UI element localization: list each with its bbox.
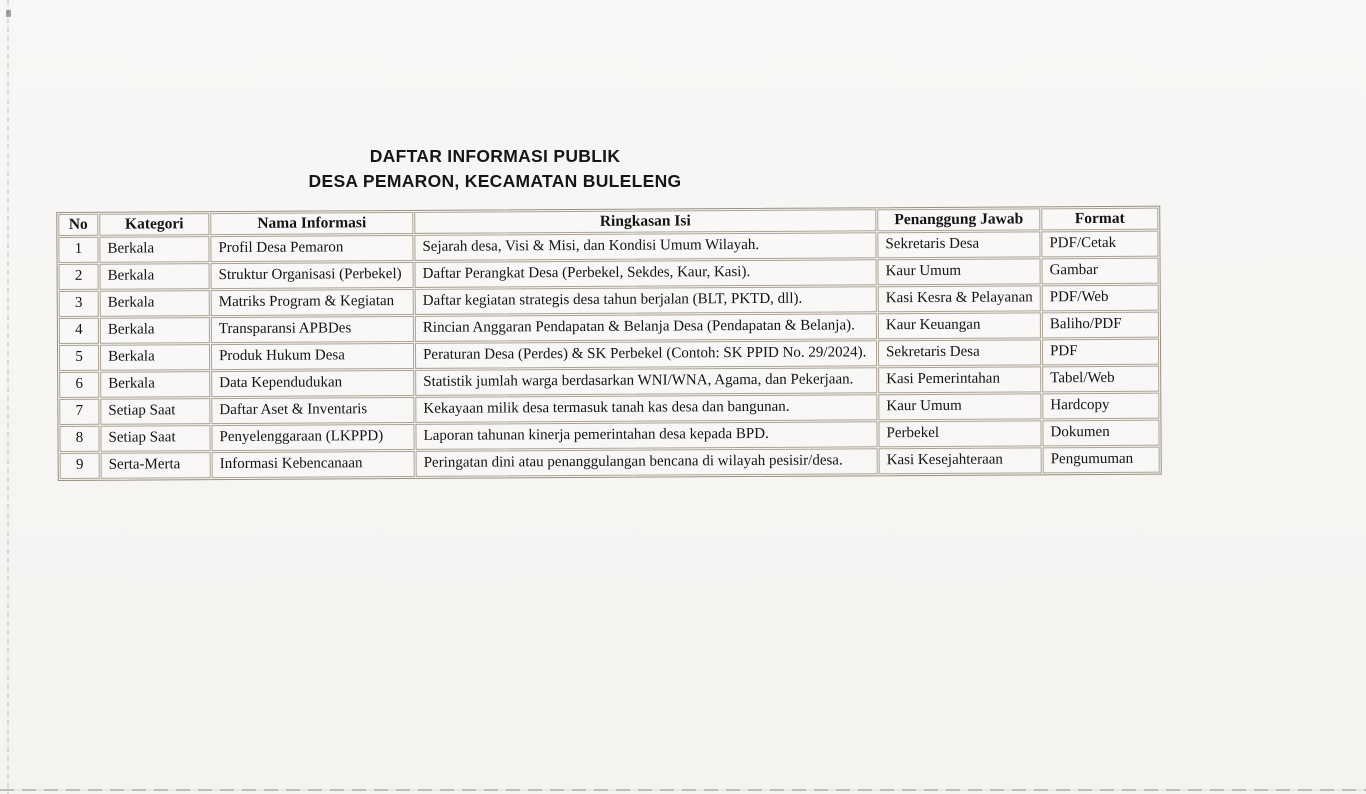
cell-nama-informasi: Profil Desa Pemaron xyxy=(210,235,413,262)
column-header-penanggung-jawab: Penanggung Jawab xyxy=(877,208,1040,231)
cell-format: Hardcopy xyxy=(1042,393,1159,420)
cell-kategori: Berkala xyxy=(100,263,210,290)
column-header-format: Format xyxy=(1041,208,1158,231)
column-header-kategori: Kategori xyxy=(99,213,209,236)
cell-no: 5 xyxy=(59,345,99,371)
cell-penanggung-jawab: Kaur Keuangan xyxy=(878,312,1041,339)
cell-format: Pengumuman xyxy=(1043,447,1160,474)
cell-penanggung-jawab: Kasi Kesra & Pelayanan xyxy=(878,285,1041,312)
cell-format: Dokumen xyxy=(1042,420,1159,447)
public-information-table xyxy=(56,206,1162,481)
cell-penanggung-jawab: Kaur Umum xyxy=(878,258,1041,285)
cell-ringkasan-isi: Daftar kegiatan strategis desa tahun berjalan (BLT, PKTD, dll). xyxy=(415,286,877,315)
cell-nama-informasi: Struktur Organisasi (Perbekel) xyxy=(211,262,414,289)
cell-no: 1 xyxy=(58,237,98,263)
cell-kategori: Berkala xyxy=(100,371,210,398)
cell-ringkasan-isi: Sejarah desa, Visi & Misi, dan Kondisi Umum Wilayah. xyxy=(414,232,876,261)
public-information-table-wrapper xyxy=(56,206,1155,481)
cell-penanggung-jawab: Kaur Umum xyxy=(878,393,1041,420)
cell-kategori: Serta-Merta xyxy=(101,452,211,479)
cell-penanggung-jawab: Kasi Pemerintahan xyxy=(878,366,1041,393)
cell-kategori: Berkala xyxy=(100,344,210,371)
cell-nama-informasi: Produk Hukum Desa xyxy=(211,343,414,370)
scan-bottom-edge-artifact xyxy=(0,789,1366,791)
cell-kategori: Setiap Saat xyxy=(100,425,210,452)
document-title-line1: DAFTAR INFORMASI PUBLIK xyxy=(369,146,621,166)
cell-nama-informasi: Informasi Kebencanaan xyxy=(212,451,415,478)
scan-left-edge-artifact xyxy=(7,0,9,794)
cell-format: Baliho/PDF xyxy=(1042,312,1159,339)
cell-ringkasan-isi: Kekayaan milik desa termasuk tanah kas desa dan bangunan. xyxy=(415,394,877,423)
cell-format: Gambar xyxy=(1042,258,1159,285)
cell-nama-informasi: Daftar Aset & Inventaris xyxy=(211,397,414,424)
cell-ringkasan-isi: Rincian Anggaran Pendapatan & Belanja Desa (Pendapatan & Belanja). xyxy=(415,313,877,342)
cell-nama-informasi: Matriks Program & Kegiatan xyxy=(211,289,414,316)
cell-nama-informasi: Penyelenggaraan (LKPPD) xyxy=(211,424,414,451)
cell-no: 4 xyxy=(59,318,99,344)
cell-kategori: Berkala xyxy=(100,290,210,317)
cell-penanggung-jawab: Perbekel xyxy=(878,420,1041,447)
cell-no: 8 xyxy=(59,426,99,452)
cell-penanggung-jawab: Kasi Kesejahteraan xyxy=(879,447,1042,474)
column-header-nama-informasi: Nama Informasi xyxy=(210,212,413,235)
cell-no: 3 xyxy=(59,291,99,317)
document-title xyxy=(185,144,805,194)
cell-nama-informasi: Transparansi APBDes xyxy=(211,316,414,343)
table-row xyxy=(60,447,1160,479)
document-title-line2: DESA PEMARON, KECAMATAN BULELENG xyxy=(308,171,682,191)
cell-kategori: Berkala xyxy=(99,236,209,263)
cell-nama-informasi: Data Kependudukan xyxy=(211,370,414,397)
cell-penanggung-jawab: Sekretaris Desa xyxy=(877,231,1040,258)
cell-penanggung-jawab: Sekretaris Desa xyxy=(878,339,1041,366)
column-header-no: No xyxy=(58,214,98,236)
table-body xyxy=(58,231,1159,479)
cell-ringkasan-isi: Laporan tahunan kinerja pemerintahan desa kepada BPD. xyxy=(415,421,877,450)
cell-no: 6 xyxy=(59,372,99,398)
cell-kategori: Berkala xyxy=(100,317,210,344)
cell-no: 9 xyxy=(60,453,100,479)
cell-ringkasan-isi: Daftar Perangkat Desa (Perbekel, Sekdes, Kaur, Kasi). xyxy=(415,259,877,288)
cell-ringkasan-isi: Peraturan Desa (Perdes) & SK Perbekel (Contoh: SK PPID No. 29/2024). xyxy=(415,340,877,369)
cell-format: PDF xyxy=(1042,339,1159,366)
cell-no: 2 xyxy=(59,264,99,290)
cell-format: PDF/Cetak xyxy=(1041,231,1158,258)
cell-ringkasan-isi: Peringatan dini atau penanggulangan bencana di wilayah pesisir/desa. xyxy=(416,448,878,477)
cell-no: 7 xyxy=(59,399,99,425)
cell-format: PDF/Web xyxy=(1042,285,1159,312)
cell-kategori: Setiap Saat xyxy=(100,398,210,425)
cell-format: Tabel/Web xyxy=(1042,366,1159,393)
column-header-ringkasan-isi: Ringkasan Isi xyxy=(414,209,876,234)
cell-ringkasan-isi: Statistik jumlah warga berdasarkan WNI/WNA, Agama, dan Pekerjaan. xyxy=(415,367,877,396)
